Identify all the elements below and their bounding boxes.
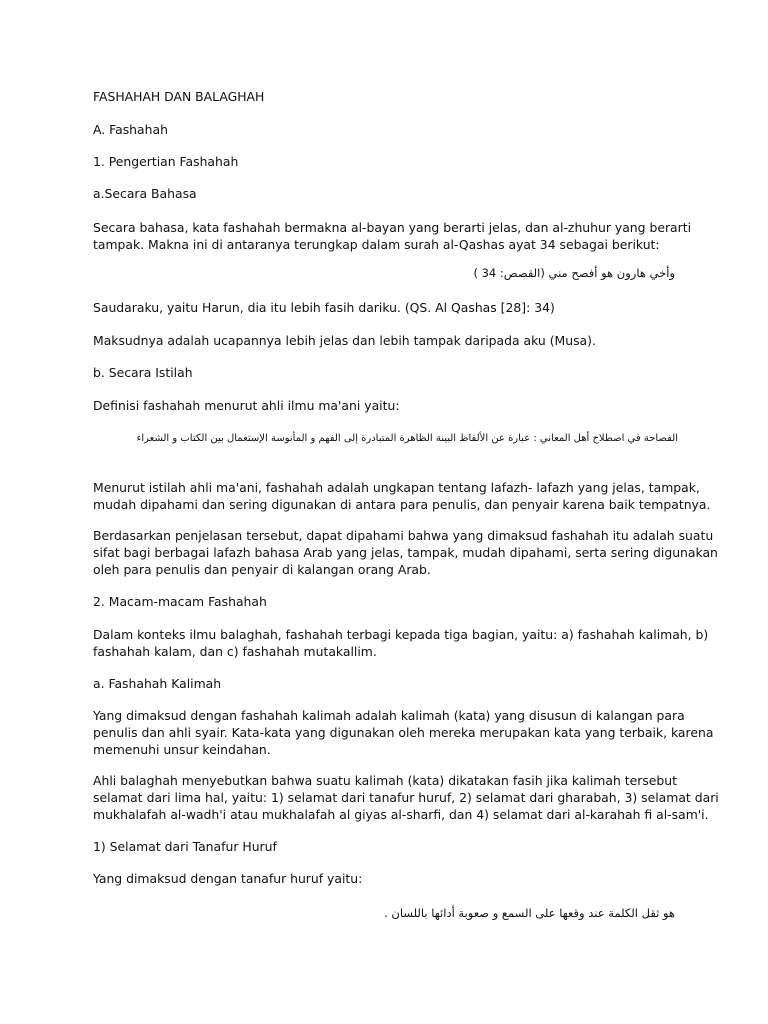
text-line: penulis dan ahli syair. Kata-kata yang digunakan oleh mereka merupakan kata yang terbaik, karena — [93, 725, 714, 740]
paragraph-berdasarkan — [93, 527, 718, 578]
heading-fashahah-kalimah: a. Fashahah Kalimah — [93, 676, 222, 691]
text-line: mudah dipahami dan sering digunakan di antara para penulis, dan penyair karena baik tempatnya. — [93, 497, 711, 512]
heading-tanafur-huruf: 1) Selamat dari Tanafur Huruf — [93, 839, 277, 854]
text-line: fashahah kalam, dan c) fashahah mutakallim. — [93, 644, 377, 659]
paragraph-maksudnya: Maksudnya adalah ucapannya lebih jelas dan lebih tampak daripada aku (Musa). — [93, 333, 596, 348]
text-line: Secara bahasa, kata fashahah bermakna al-bayan yang berarti jelas, dan al-zhuhur yang berarti — [93, 220, 692, 235]
text-line: selamat dari lima hal, yaitu: 1) selamat dari tanafur huruf, 2) selamat dari gharabah, 3) selamat dari — [93, 790, 719, 805]
paragraph-ahli-balaghah — [93, 772, 719, 823]
text-line: sifat bagi berbagai lafazh bahasa Arab yang jelas, tampak, mudah dipahami, serta sering digunakan — [93, 545, 718, 560]
heading-secara-istilah: b. Secara Istilah — [93, 365, 193, 380]
text-line: tampak. Makna ini di antaranya terungkap dalam surah al-Qashas ayat 34 sebagai berikut: — [93, 237, 660, 252]
text-line: oleh para penulis dan penyair di kalangan orang Arab. — [93, 562, 431, 577]
paragraph-secara-bahasa — [93, 219, 692, 253]
arabic-tanafur-definition: هو ثقل الكلمة عند وقعها على السمع و صعوبة أدائها باللسان . — [384, 906, 675, 920]
text-line: Ahli balaghah menyebutkan bahwa suatu kalimah (kata) dikatakan fasih jika kalimah tersebut — [93, 773, 677, 788]
paragraph-tanafur: Yang dimaksud dengan tanafur huruf yaitu: — [93, 871, 363, 886]
paragraph-konteks — [93, 626, 709, 660]
text-line: mukhalafah al-wadh'i atau mukhalafah al giyas al-sharfi, dan 4) selamat dari al-karahah fi al-sam'i. — [93, 807, 709, 822]
paragraph-translation: Saudaraku, yaitu Harun, dia itu lebih fasih dariku. (QS. Al Qashas [28]: 34) — [93, 300, 555, 315]
text-line: Menurut istilah ahli ma'ani, fashahah adalah ungkapan tentang lafazh- lafazh yang jelas, tampak, — [93, 480, 700, 495]
text-line: memenuhi unsur keindahan. — [93, 742, 271, 757]
arabic-quote-qashas: وأخي هارون هو أفصح مني (القصص: 34 ) — [473, 266, 675, 280]
paragraph-definisi: Definisi fashahah menurut ahli ilmu ma'ani yaitu: — [93, 398, 400, 413]
text-line: Dalam konteks ilmu balaghah, fashahah terbagi kepada tiga bagian, yaitu: a) fashahah kalimah, b) — [93, 627, 709, 642]
heading-pengertian: 1. Pengertian Fashahah — [93, 154, 239, 169]
heading-fashahah: A. Fashahah — [93, 122, 168, 137]
arabic-definition: الفصاحة في اصطلاح أهل المعاني : عبارة عن الألفاظ البينة الظاهرة المتبادرة إلى الفهم و المأنوسة الإستعمال بين الكتاب و الشعراء — [136, 433, 678, 444]
heading-secara-bahasa: a.Secara Bahasa — [93, 186, 197, 201]
heading-macam-macam: 2. Macam-macam Fashahah — [93, 594, 267, 609]
document-title: FASHAHAH DAN BALAGHAH — [93, 89, 265, 104]
text-line: Yang dimaksud dengan fashahah kalimah adalah kalimah (kata) yang disusun di kalangan para — [93, 708, 685, 723]
paragraph-menurut-istilah — [93, 479, 711, 513]
paragraph-kalimah — [93, 707, 714, 758]
text-line: Berdasarkan penjelasan tersebut, dapat dipahami bahwa yang dimaksud fashahah itu adalah suatu — [93, 528, 714, 543]
